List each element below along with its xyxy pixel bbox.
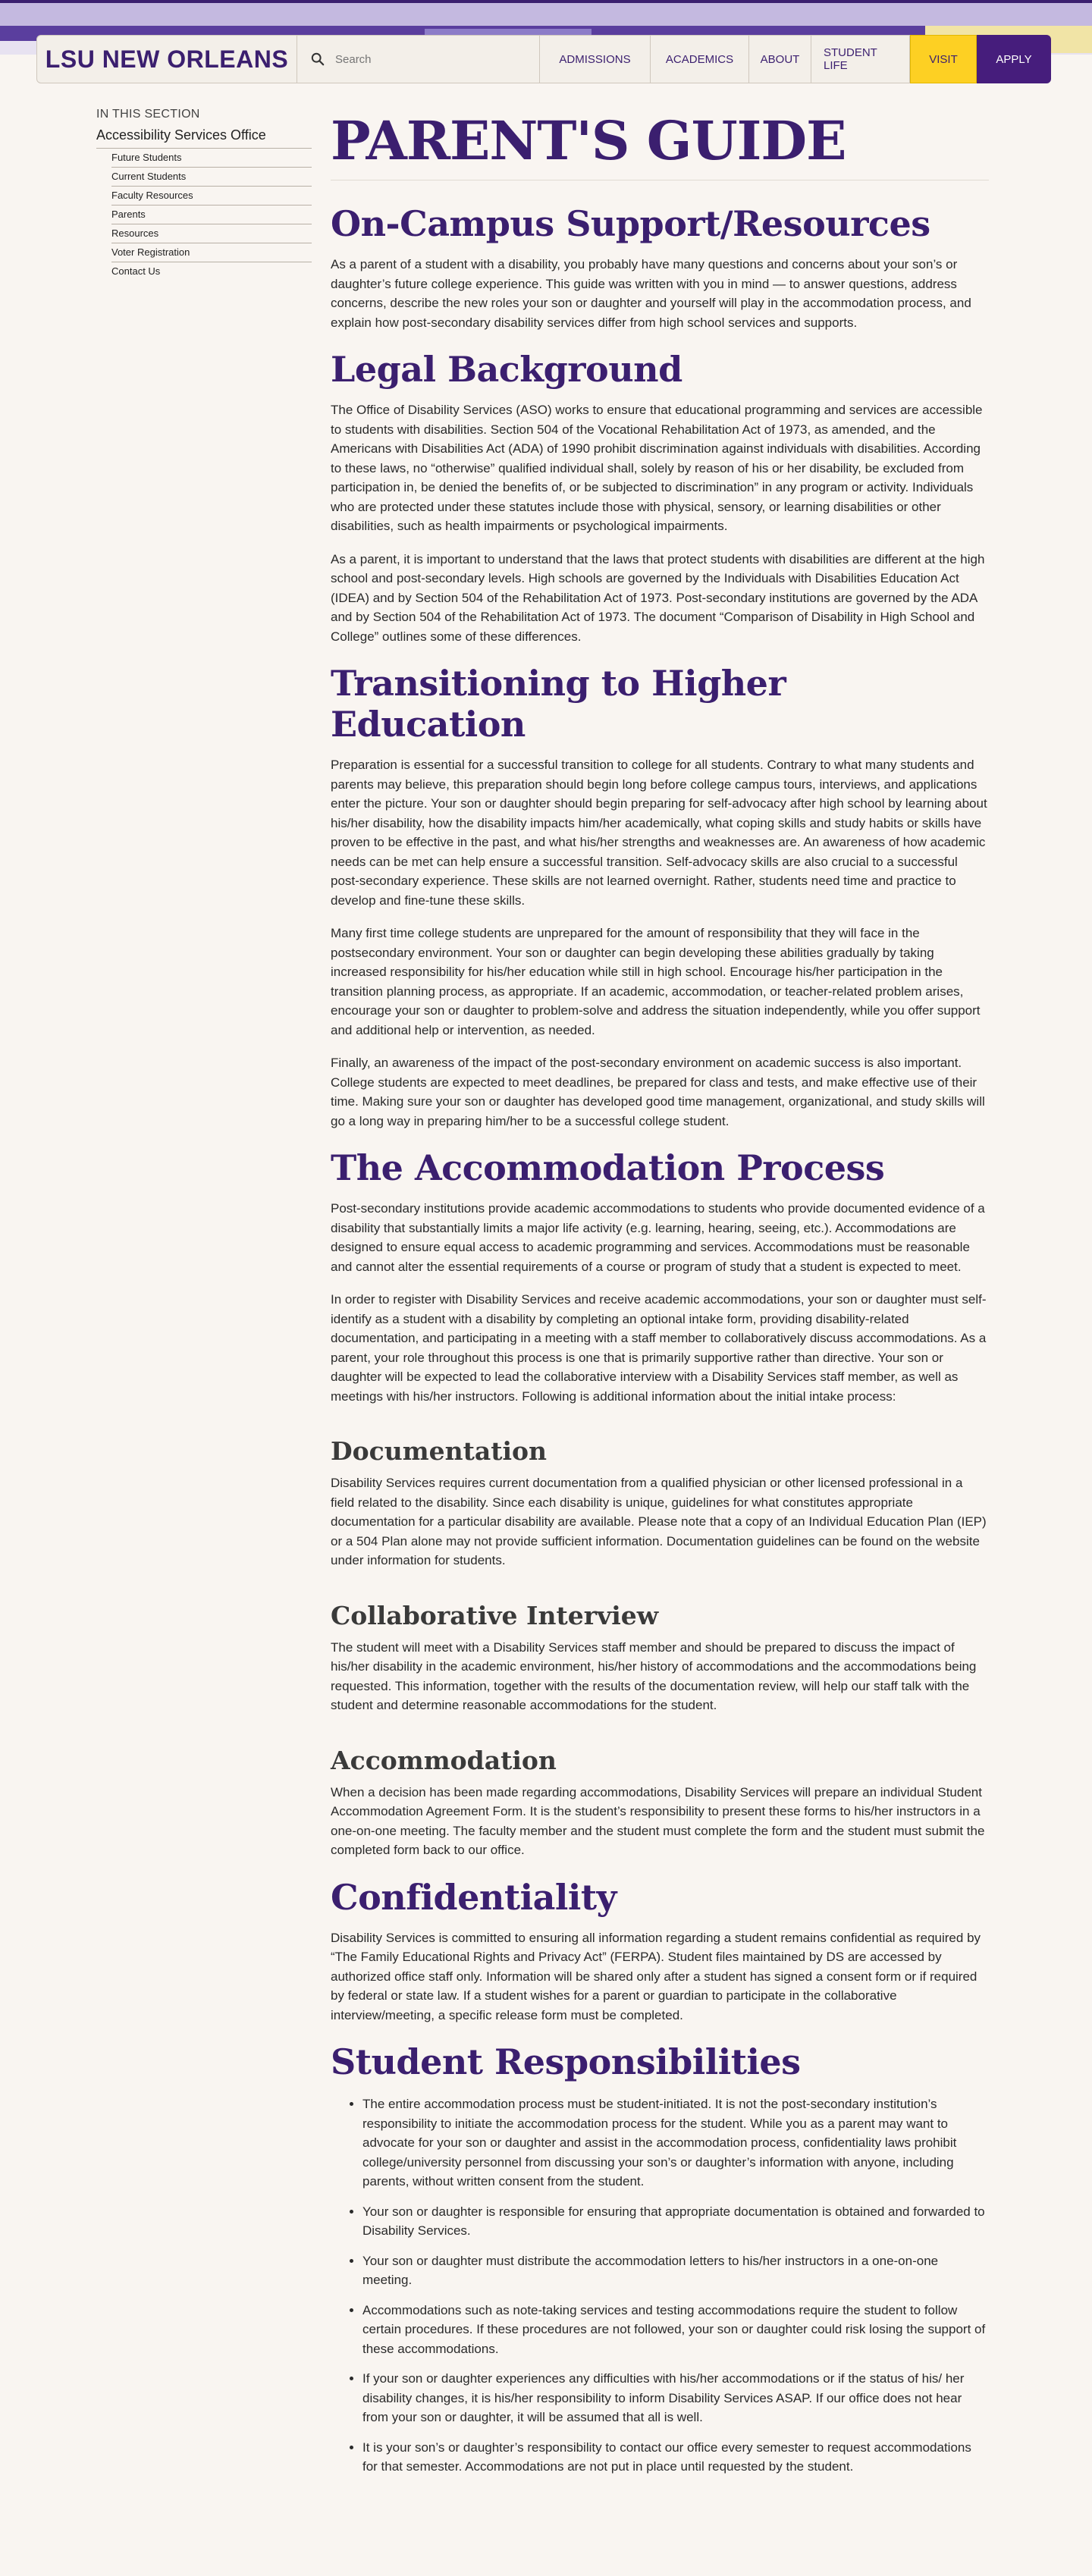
- heading-student-responsibilities: Student Responsibilities: [331, 2041, 801, 2082]
- sidebar-list: [96, 149, 312, 281]
- paragraph-transitioning-3: Finally, an awareness of the impact of the post-secondary environment on academic success is also important. College students are expected to meet deadlines, be prepared for class and tests, and make effective use of their time. Making sure your son or daughter has developed good time management, organizational, and study skills will go a long way in preparing him/her to be a successful college student.: [331, 1056, 985, 1128]
- search-box: [297, 35, 540, 83]
- sidebar-item-resources[interactable]: Resources: [111, 224, 312, 243]
- heading-accommodation-process: The Accommodation Process: [331, 1147, 885, 1188]
- paragraph-on-campus-1: As a parent of a student with a disability, you probably have many questions and concerns about your son’s or daughter’s future college experience. This guide was written with you in mind — to answer questions, address concerns, describe the new roles your son or daughter and yourself will play in the accommodation process, and explain how post-secondary disability services differ from high school services and supports.: [331, 257, 971, 330]
- list-item: • It is your son’s or daughter’s responsibility to contact our office every semester to request accommodations for that semester. Accommodations are not put in place until requested by the student.: [362, 2438, 989, 2477]
- paragraph-accommodation: When a decision has been made regarding accommodations, Disability Services will prepare an individual Student Accommodation Agreement Form. It is the student’s responsibility to present these forms to his/her instructors in a one-on-one meeting. The faculty member and the student must complete the form and the student must submit the completed form back to our office.: [331, 1784, 985, 1857]
- sidebar-section-label: IN THIS SECTION: [96, 108, 200, 121]
- paragraph-transitioning-2: Many first time college students are unprepared for the amount of responsibility that they will face in the postsecondary environment. Your son or daughter can begin developing these abilities gradually by taking increased responsibility for his/her education while still in high school. Encourage his/her participation in the transition planning process, as appropriate. If an academic, accommodation, or teacher-related problem arises, encourage your son or daughter to problem-solve and address the situation independently, while you offer support and additional help or intervention, as needed.: [331, 926, 981, 1037]
- paragraph-confidentiality: Disability Services is committed to ensuring all information regarding a student remains confidential as required by “The Family Educational Rights and Privacy Act” (FERPA). Student files maintained by DS are accessed by authorized office staff only. Information will be shared only after a student has signed a consent form or if required by federal or state law. If a student wishes for a parent or guardian to participate in the collaborative interview/meeting, a specific release form must be completed.: [331, 1930, 981, 2022]
- lsu-logo[interactable]: LSU NEW ORLEANS: [36, 35, 297, 83]
- paragraph-collaborative-interview: The student will meet with a Disability Services staff member and should be prepared to discuss the impact of his/her disability in the academic environment, his/her history of accommodations and the accommodations being requested. This information, together with the results of the documentation review, will help our staff talk with the student and determine reasonable accommodations for the student.: [331, 1639, 977, 1712]
- list-item: • Accommodations such as note-taking services and testing accommodations require the student to follow certain procedures. If these procedures are not followed, your son or daughter could risk losing the support of these accommodations.: [362, 2301, 989, 2359]
- heading-collaborative-interview: Collaborative Interview: [331, 1600, 659, 1630]
- sidebar-item-parents[interactable]: Parents: [111, 206, 312, 224]
- list-item: • The entire accommodation process must be student-initiated. It is not the post-secondary institution’s responsibility to initiate the accommodation process for the student. While you as a parent may want to advocate for your son or daughter and assist in the accommodation process, confidentiality laws prohibit college/university personnel from discussing your son’s or daughter’s information with anyone, including parents, without written consent from the student.: [362, 2094, 989, 2192]
- apply-button[interactable]: APPLY: [977, 35, 1051, 83]
- heading-confidentiality: Confidentiality: [331, 1876, 617, 1918]
- list-item: • If your son or daughter experiences any difficulties with his/her accommodations or if the status of his/ her disability changes, it is his/her responsibility to inform Disability Services ASAP. If our office does not hear from your son or daughter, it will be assumed that all is well.: [362, 2369, 989, 2427]
- list-item: • Your son or daughter must distribute the accommodation letters to his/her instructors in a one-on-one meeting.: [362, 2251, 989, 2290]
- site-header: [36, 35, 1056, 83]
- main-content: [331, 106, 989, 2487]
- paragraph-documentation: Disability Services requires current documentation from a qualified physician or other licensed professional in a field related to the disability. Since each disability is unique, guidelines for what constitutes appropriate documentation for a particular disability are available. Please note that a copy of an Individual Education Plan (IEP) or a 504 Plan alone may not provide sufficient information. Documentation guidelines can be found on the website under information for students.: [331, 1476, 987, 1567]
- paragraph-accommodation-2: In order to register with Disability Services and receive academic accommodations, your son or daughter must self-identify as a student with a disability by completing an optional intake form, providing disability-related documentation, and participating in a meeting with a staff member to collaboratively discuss accommodations. As a parent, your role throughout this process is one that is primarily supportive rather than directive. Your son or daughter will be expected to lead the collaborative interview with a Disability Services staff member, as well as meetings with his/her instructors. Following is additional information about the initial intake process:: [331, 1292, 987, 1404]
- sidebar-item-contact-us[interactable]: Contact Us: [111, 265, 161, 277]
- heading-legal-background: Legal Background: [331, 349, 682, 390]
- nav-student-life[interactable]: STUDENT LIFE: [811, 35, 910, 83]
- top-band-light: [0, 3, 1092, 26]
- sidebar: [96, 108, 312, 281]
- nav-about[interactable]: ABOUT: [749, 35, 811, 83]
- sidebar-item-current-students[interactable]: Current Students: [111, 168, 312, 187]
- paragraph-legal-2: As a parent, it is important to understand that the laws that protect students with disabilities are different at the high school and post-secondary levels. High schools are governed by the Individuals with Disabilities Education Act (IDEA) and by Section 504 of the Rehabilitation Act of 1973. Post-secondary institutions are governed by the ADA and by Section 504 of the Rehabilitation Act of 1973. The document “Comparison of Disability in High School and College” outlines some of these differences.: [331, 551, 985, 644]
- sidebar-item-accessibility-office[interactable]: Accessibility Services Office: [96, 124, 312, 149]
- paragraph-accommodation-1: Post-secondary institutions provide academic accommodations to students who provide documented evidence of a disability that substantially limits a major life activity (e.g. learning, hearing, seeing, etc.). Accommodations are designed to ensure equal access to academic programming and services. Accommodations must be reasonable and cannot alter the essential requirements of a course or program of study that a student is expected to meet.: [331, 1201, 985, 1274]
- sidebar-item-voter-registration[interactable]: Voter Registration: [111, 243, 312, 262]
- nav-academics[interactable]: ACADEMICS: [651, 35, 749, 83]
- nav-admissions[interactable]: ADMISSIONS: [540, 35, 651, 83]
- responsibilities-list: [331, 2094, 989, 2477]
- heading-accommodation: Accommodation: [331, 1745, 557, 1775]
- heading-transitioning: Transitioning to Higher Education: [331, 663, 786, 745]
- heading-documentation: Documentation: [331, 1436, 548, 1466]
- visit-button[interactable]: VISIT: [910, 35, 977, 83]
- sidebar-item-future-students[interactable]: Future Students: [111, 149, 312, 168]
- page-title: PARENT'S GUIDE: [331, 109, 989, 180]
- paragraph-transitioning-1: Preparation is essential for a successful transition to college for all students. Contrary to what many students and parents may believe, this preparation should begin long before college campus tours, interviews, and applications enter the picture. Your son or daughter should begin preparing for self-advocacy after high school by learning about his/her disability, how the disability impacts him/her academically, what coping skills and study habits or skills have proven to be effective in the past, and what his/her strengths and weaknesses are. An awareness of how academic needs can be met can help ensure a successful transition. Self-advocacy skills are also crucial to a successful post-secondary experience. These skills are not learned overnight. Rather, students need time and practice to develop and fine-tune these skills.: [331, 758, 987, 908]
- search-icon[interactable]: [311, 52, 325, 66]
- heading-on-campus-support: On-Campus Support/Resources: [331, 203, 930, 244]
- list-item: • Your son or daughter is responsible for ensuring that appropriate documentation is obtained and forwarded to Disability Services.: [362, 2202, 989, 2241]
- paragraph-legal-1: The Office of Disability Services (ASO) works to ensure that educational programming and services are accessible to students with disabilities. Section 504 of the Vocational Rehabilitation Act of 1973, as amended, and the Americans with Disabilities Act (ADA) of 1990 prohibit discrimination against individuals with disabilities. According to these laws, no “otherwise” qualified individual shall, solely by reason of his or her disability, be excluded from participation in, be denied the benefits of, or be subjected to discrimination” in any program or activity. Individuals who are protected under these statutes include those with physical, sensory, or learning disabilities or other disabilities, such as health impairments or psychological impairments.: [331, 403, 983, 533]
- sidebar-item-faculty-resources[interactable]: Faculty Resources: [111, 187, 312, 206]
- search-input[interactable]: [334, 52, 504, 67]
